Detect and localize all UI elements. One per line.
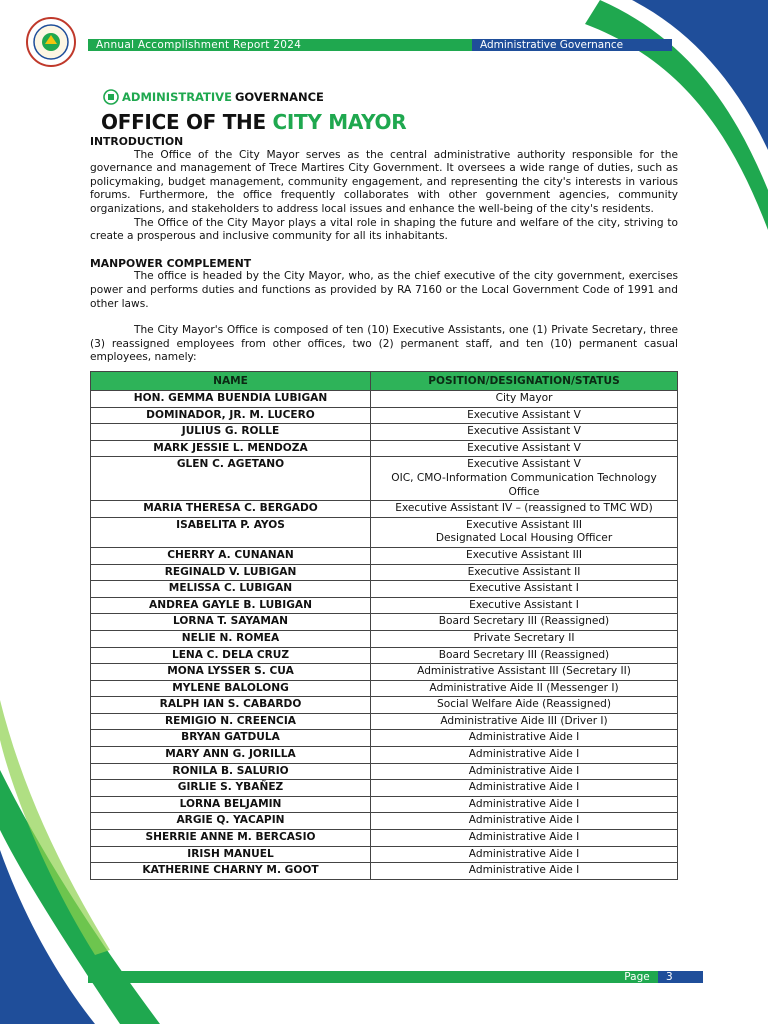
table-row bbox=[91, 647, 678, 664]
table-row bbox=[91, 517, 678, 547]
footer-page-label: Page bbox=[616, 971, 658, 983]
position-line: Administrative Aide I bbox=[468, 748, 580, 761]
employee-name: MARK JESSIE L. MENDOZA bbox=[91, 440, 371, 457]
employee-name: ARGIE Q. YACAPIN bbox=[91, 813, 371, 830]
position-line: Executive Assistant I bbox=[469, 582, 579, 595]
employee-position bbox=[371, 763, 678, 780]
section-label-part2: GOVERNANCE bbox=[234, 90, 324, 104]
employee-name: REMIGIO N. CREENCIA bbox=[91, 713, 371, 730]
position-line: Administrative Aide I bbox=[468, 764, 580, 777]
table-row bbox=[91, 830, 678, 847]
employee-position bbox=[371, 457, 678, 501]
table-row bbox=[91, 697, 678, 714]
employee-position bbox=[371, 813, 678, 830]
employee-position bbox=[371, 846, 678, 863]
employee-name: ISABELITA P. AYOS bbox=[91, 517, 371, 547]
introduction-paragraph: The Office of the City Mayor plays a vital role in shaping the future and welfare of the city, striving to create a prosperous and inclusive community for all its inhabitants. bbox=[90, 216, 678, 243]
employee-position bbox=[371, 517, 678, 547]
position-line: Board Secretary III (Reassigned) bbox=[438, 648, 610, 661]
position-line: Administrative Aide III (Driver I) bbox=[440, 714, 608, 727]
table-row bbox=[91, 564, 678, 581]
position-line: Private Secretary II bbox=[473, 631, 575, 644]
employee-name: ANDREA GAYLE B. LUBIGAN bbox=[91, 597, 371, 614]
employee-position bbox=[371, 581, 678, 598]
employee-position bbox=[371, 680, 678, 697]
table-row bbox=[91, 863, 678, 880]
position-line: Administrative Aide I bbox=[468, 731, 580, 744]
position-line: Administrative Aide I bbox=[468, 831, 580, 844]
employee-name: SHERRIE ANNE M. BERCASIO bbox=[91, 830, 371, 847]
footer-page-number: 3 bbox=[658, 971, 703, 983]
employee-name: GIRLIE S. YBAÑEZ bbox=[91, 780, 371, 797]
position-line: Executive Assistant I bbox=[469, 598, 579, 611]
position-line: Executive Assistant IV – (reassigned to TMC WD) bbox=[395, 502, 653, 515]
employee-position bbox=[371, 407, 678, 424]
city-seal-logo bbox=[26, 17, 76, 67]
employee-name: MARIA THERESA C. BERGADO bbox=[91, 501, 371, 518]
governance-icon bbox=[103, 89, 119, 105]
position-line: Executive Assistant II bbox=[467, 565, 581, 578]
employee-position bbox=[371, 391, 678, 408]
table-row bbox=[91, 763, 678, 780]
manpower-paragraph: The office is headed by the City Mayor, who, as the chief executive of the city government, exercises power and performs duties and functions as provided by RA 7160 or the Local Government Code of 1991 and other laws. bbox=[90, 270, 678, 310]
position-line: Executive Assistant V bbox=[467, 408, 581, 421]
position-line: Board Secretary III (Reassigned) bbox=[438, 615, 610, 628]
header-section-title: Administrative Governance bbox=[472, 39, 672, 51]
employee-name: RALPH IAN S. CABARDO bbox=[91, 697, 371, 714]
position-line: Administrative Assistant III (Secretary II) bbox=[417, 665, 631, 678]
employee-name: RONILA B. SALURIO bbox=[91, 763, 371, 780]
employee-position bbox=[371, 597, 678, 614]
page-title-part2: CITY MAYOR bbox=[272, 110, 407, 134]
employee-name: MYLENE BALOLONG bbox=[91, 680, 371, 697]
position-line: Executive Assistant V bbox=[467, 441, 581, 454]
employee-position bbox=[371, 501, 678, 518]
table-row bbox=[91, 813, 678, 830]
position-line: Executive Assistant V bbox=[467, 458, 581, 471]
employee-position bbox=[371, 780, 678, 797]
employee-name: CHERRY A. CUNANAN bbox=[91, 547, 371, 564]
employee-name: MONA LYSSER S. CUA bbox=[91, 664, 371, 681]
position-line: Administrative Aide II (Messenger I) bbox=[429, 681, 619, 694]
table-header-row bbox=[91, 372, 678, 391]
employee-name: MELISSA C. LUBIGAN bbox=[91, 581, 371, 598]
manpower-paragraph: The City Mayor's Office is composed of ten (10) Executive Assistants, one (1) Private Secretary, three (3) reassigned employees from other offices, two (2) permanent staff, and ten (10) permanent casual employees, namely: bbox=[90, 324, 678, 364]
employee-position bbox=[371, 830, 678, 847]
employee-position bbox=[371, 647, 678, 664]
table-row bbox=[91, 547, 678, 564]
position-line: Executive Assistant III bbox=[466, 548, 582, 561]
table-row bbox=[91, 457, 678, 501]
employee-name: REGINALD V. LUBIGAN bbox=[91, 564, 371, 581]
position-line: City Mayor bbox=[495, 392, 553, 404]
employee-name: BRYAN GATDULA bbox=[91, 730, 371, 747]
page-title bbox=[101, 110, 406, 134]
position-line: Administrative Aide I bbox=[468, 847, 580, 860]
column-header-position: POSITION/DESIGNATION/STATUS bbox=[371, 372, 678, 391]
table-row bbox=[91, 424, 678, 441]
position-line: Office bbox=[508, 485, 540, 498]
table-row bbox=[91, 680, 678, 697]
employee-position bbox=[371, 564, 678, 581]
column-header-name: NAME bbox=[91, 372, 371, 391]
employee-name: NELIE N. ROMEA bbox=[91, 630, 371, 647]
table-row bbox=[91, 440, 678, 457]
table-row bbox=[91, 713, 678, 730]
position-line: OIC, CMO-Information Communication Technology bbox=[391, 471, 657, 484]
employee-position bbox=[371, 614, 678, 631]
table-row bbox=[91, 664, 678, 681]
introduction-heading: INTRODUCTION bbox=[90, 135, 184, 148]
header-report-title: Annual Accomplishment Report 2024 bbox=[88, 39, 472, 51]
employee-position bbox=[371, 730, 678, 747]
position-line: Designated Local Housing Officer bbox=[435, 532, 613, 545]
position-line: Administrative Aide I bbox=[468, 781, 580, 794]
employee-name: IRISH MANUEL bbox=[91, 846, 371, 863]
table-row bbox=[91, 796, 678, 813]
employee-position bbox=[371, 796, 678, 813]
table-body bbox=[91, 391, 678, 880]
employee-position bbox=[371, 630, 678, 647]
manpower-heading: MANPOWER COMPLEMENT bbox=[90, 256, 252, 270]
table-row bbox=[91, 391, 678, 408]
table-row bbox=[91, 630, 678, 647]
section-label-part1: ADMINISTRATIVE bbox=[122, 90, 232, 104]
employee-name: LORNA BELJAMIN bbox=[91, 796, 371, 813]
employee-name: KATHERINE CHARNY M. GOOT bbox=[91, 863, 371, 880]
table-row bbox=[91, 501, 678, 518]
table-row bbox=[91, 407, 678, 424]
employee-position bbox=[371, 747, 678, 764]
employee-name: HON. GEMMA BUENDIA LUBIGAN bbox=[91, 391, 371, 408]
employee-name: JULIUS G. ROLLE bbox=[91, 424, 371, 441]
position-line: Executive Assistant V bbox=[467, 425, 581, 438]
manpower-table bbox=[90, 371, 678, 880]
position-line: Administrative Aide I bbox=[468, 814, 580, 827]
table-row bbox=[91, 747, 678, 764]
page-title-part1: OFFICE OF THE bbox=[101, 110, 273, 134]
employee-position bbox=[371, 664, 678, 681]
employee-name: DOMINADOR, JR. M. LUCERO bbox=[91, 407, 371, 424]
employee-position bbox=[371, 697, 678, 714]
employee-position bbox=[371, 547, 678, 564]
table-row bbox=[91, 581, 678, 598]
employee-name: MARY ANN G. JORILLA bbox=[91, 747, 371, 764]
body-text bbox=[90, 135, 678, 365]
section-label bbox=[103, 89, 324, 105]
table-row bbox=[91, 730, 678, 747]
employee-position bbox=[371, 424, 678, 441]
employee-position bbox=[371, 863, 678, 880]
position-line: Administrative Aide I bbox=[468, 797, 580, 810]
employee-name: GLEN C. AGETANO bbox=[91, 457, 371, 501]
employee-position bbox=[371, 713, 678, 730]
introduction-paragraph: The Office of the City Mayor serves as the central administrative authority responsible for the governance and management of Trece Martires City Government. It oversees a wide range of duties, such as policymaking, budget management, community engagement, and representing the city's interests in various forums. Furthermore, the office frequently collaborates with other government agencies, community organizations, and stakeholders to address local issues and enhance the well-being of the city's residents. bbox=[90, 148, 678, 215]
employee-name: LENA C. DELA CRUZ bbox=[91, 647, 371, 664]
table-row bbox=[91, 614, 678, 631]
position-line: Administrative Aide I bbox=[468, 864, 580, 877]
employee-position bbox=[371, 440, 678, 457]
table-row bbox=[91, 780, 678, 797]
position-line: Executive Assistant III bbox=[466, 518, 582, 531]
employee-name: LORNA T. SAYAMAN bbox=[91, 614, 371, 631]
footer-bar bbox=[88, 971, 616, 983]
table-row bbox=[91, 846, 678, 863]
table-row bbox=[91, 597, 678, 614]
position-line: Social Welfare Aide (Reassigned) bbox=[437, 698, 611, 711]
